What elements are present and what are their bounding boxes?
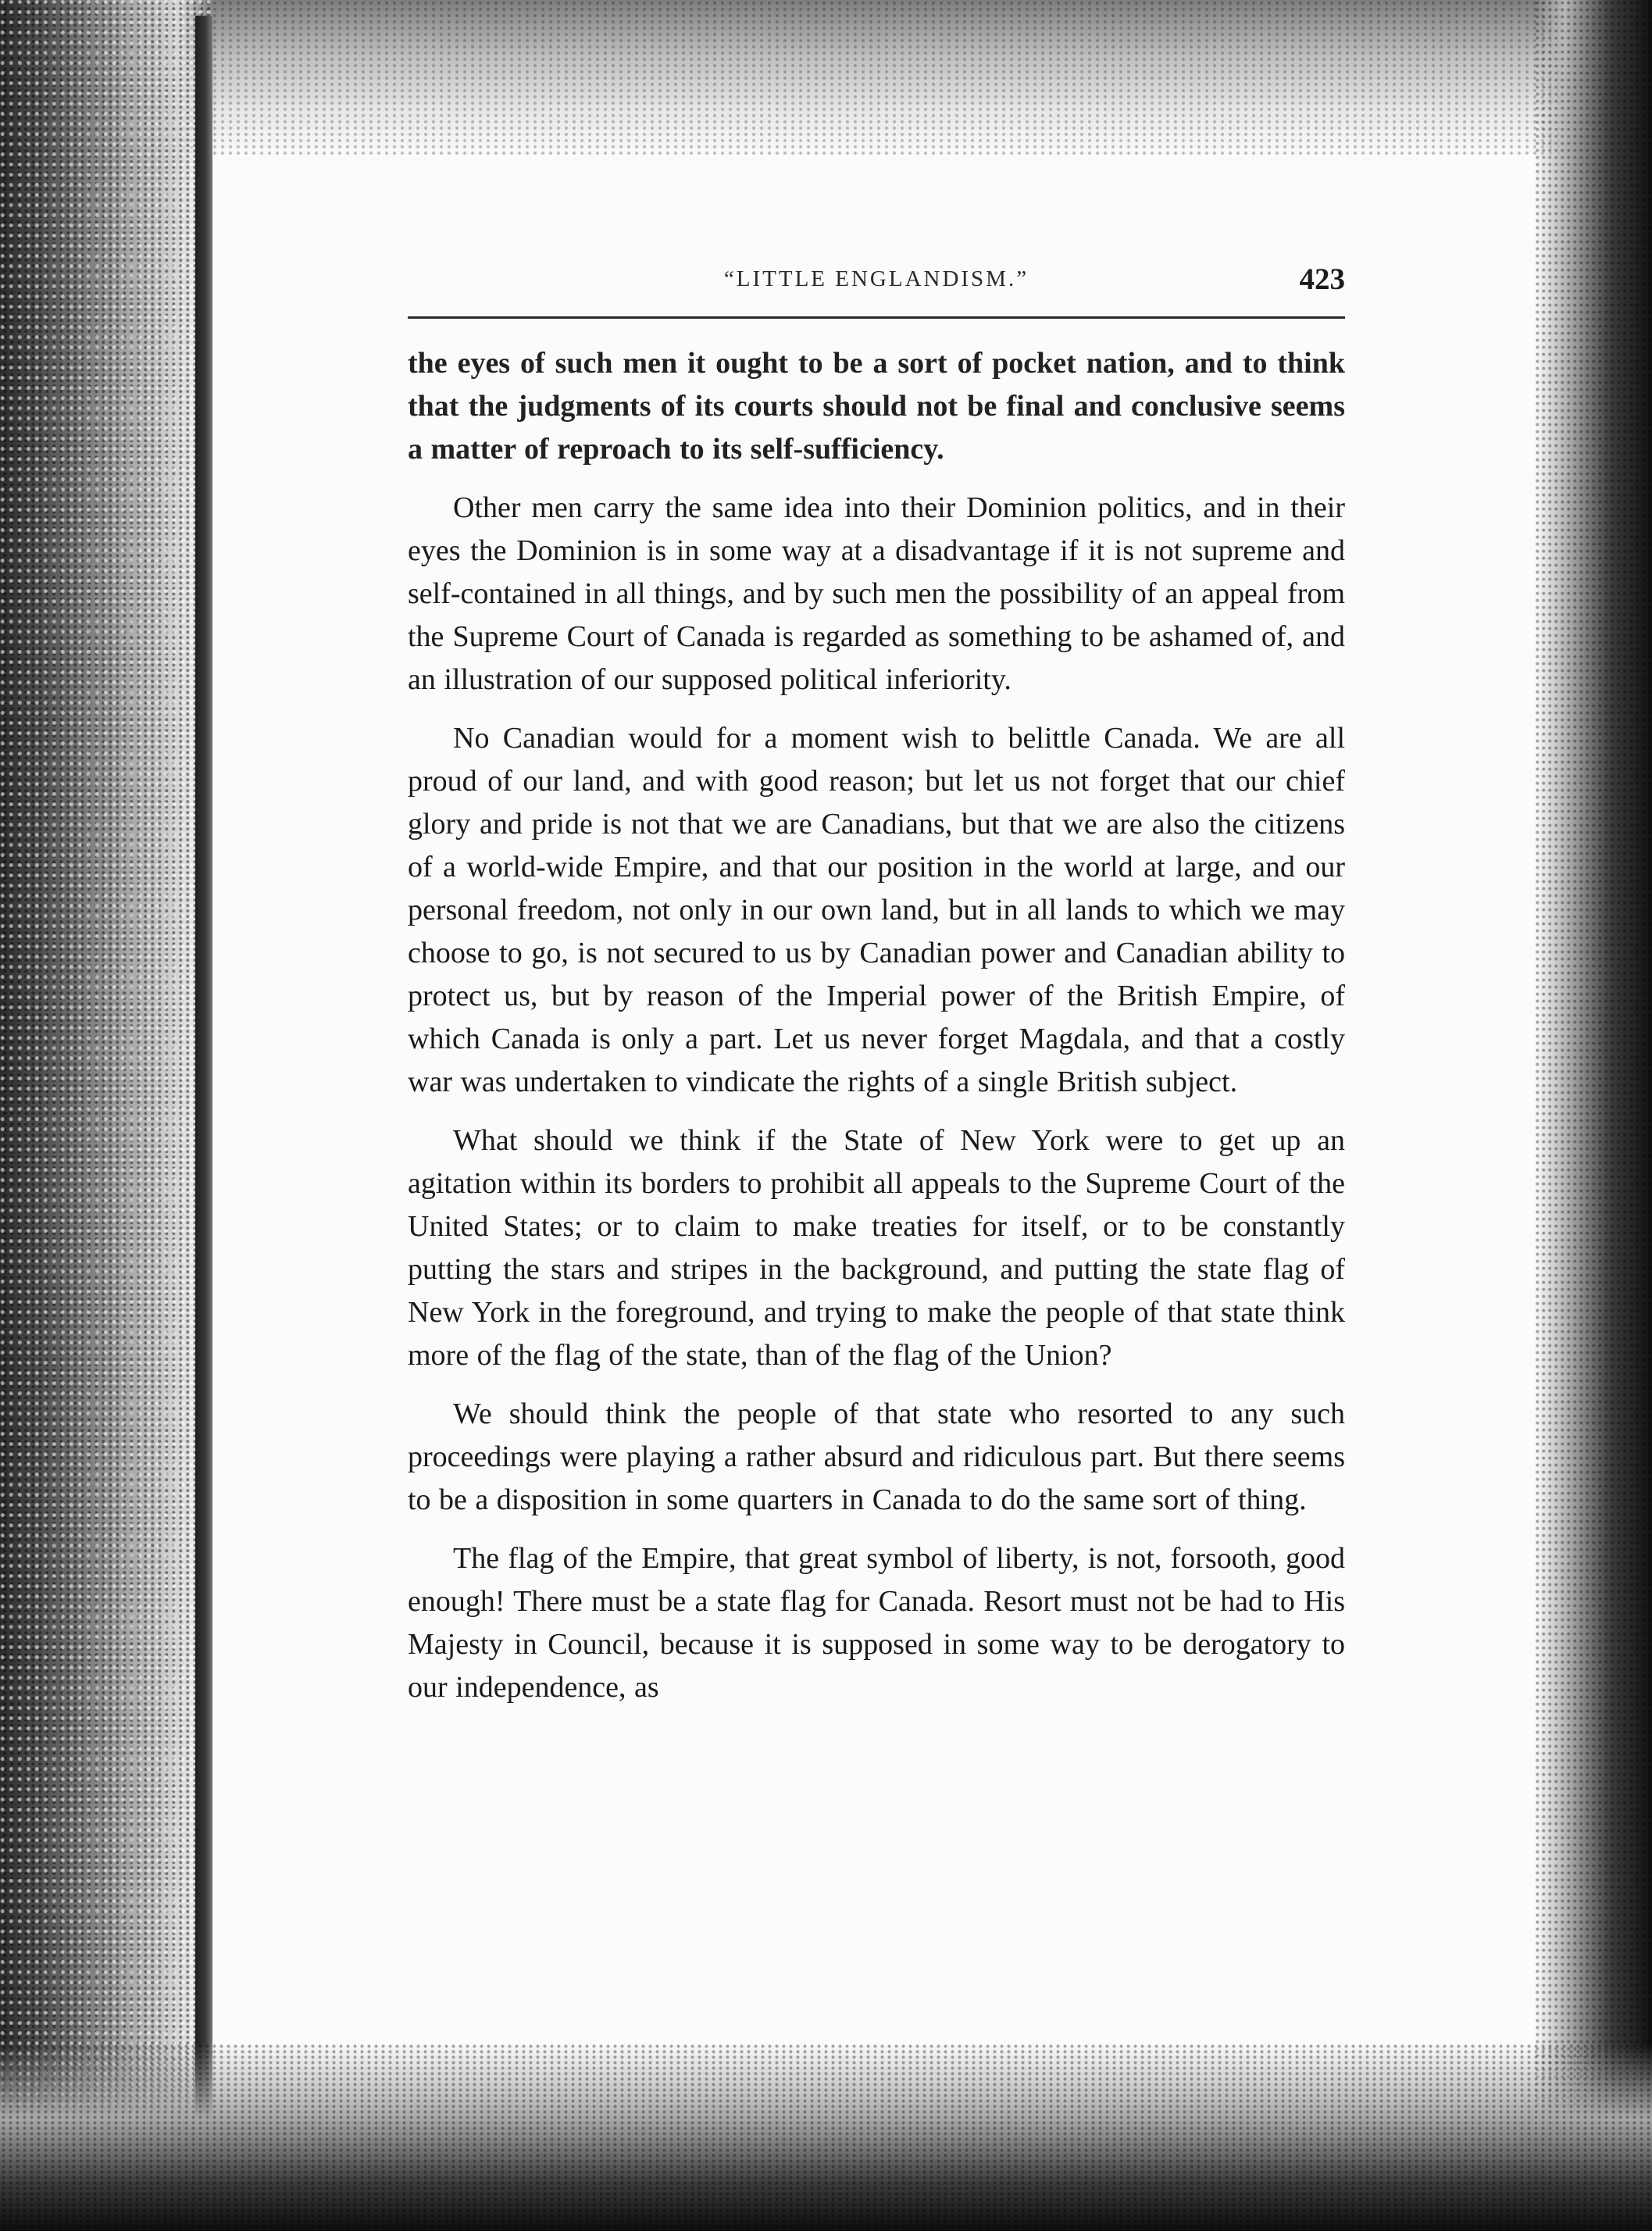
running-head: [408, 262, 1345, 309]
paragraph-4: What should we think if the State of New York were to get up an agitation within its borders to prohibit all appeals to the Supreme Court of the United States; or to claim to make treaties for itself, or to be constantly putting the stars and stripes in the background, and putting the state flag of New York in the foreground, and trying to make the people of that state think more of the flag of the state, than of the flag of the Union?: [408, 1124, 1345, 1372]
paragraph-2: Other men carry the same idea into their Dominion politics, and in their eyes the Dominion is in some way at a disadvantage if it is not supreme and self-contained in all things, and by such men the possibility of an appeal from the Supreme Court of Canada is regarded as something to be ashamed of, and an illustration of our supposed political inferiority.: [408, 491, 1345, 696]
scan-shadow-right: [1535, 0, 1652, 2231]
scan-shadow-left: [0, 0, 211, 2231]
body-text: [408, 342, 1345, 1709]
header-rule: [408, 316, 1345, 319]
page-number: 423: [1299, 262, 1345, 296]
paragraph-5: We should think the people of that state who resorted to any such proceedings were playing a rather absurd and ridiculous part. But there seems to be a disposition in some quarters in Canada to do the same sort of thing.: [408, 1397, 1345, 1516]
paragraph-6: The flag of the Empire, that great symbol of liberty, is not, forsooth, good enough! There must be a state flag for Canada. Resort must not be had to His Majesty in Council, because it is supposed in some way to be derogatory to our independence, as: [408, 1542, 1345, 1704]
text-block: [408, 262, 1345, 1709]
scan-shadow-top: [0, 0, 1652, 156]
binding-edge: [195, 16, 212, 2231]
running-title: “LITTLE ENGLANDISM.”: [723, 266, 1029, 291]
paragraph-1: the eyes of such men it ought to be a sort of pocket nation, and to think that the judgments of its courts should not be final and conclusive seems a matter of reproach to its self-sufficiency.: [408, 347, 1345, 466]
paragraph-3: No Canadian would for a moment wish to belittle Canada. We are all proud of our land, and with good reason; but let us not forget that our chief glory and pride is not that we are Canadians, but that we are also the citizens of a world-wide Empire, and that our position in the world at large, and our personal freedom, not only in our own land, but in all lands to which we may choose to go, is not secured to us by Canadian power and Canadian ability to protect us, but by reason of the Imperial power of the British Empire, of which Canada is only a part. Let us never forget Magdala, and that a costly war was undertaken to vindicate the rights of a single British subject.: [408, 722, 1345, 1098]
scan-shadow-bottom: [0, 2044, 1652, 2231]
